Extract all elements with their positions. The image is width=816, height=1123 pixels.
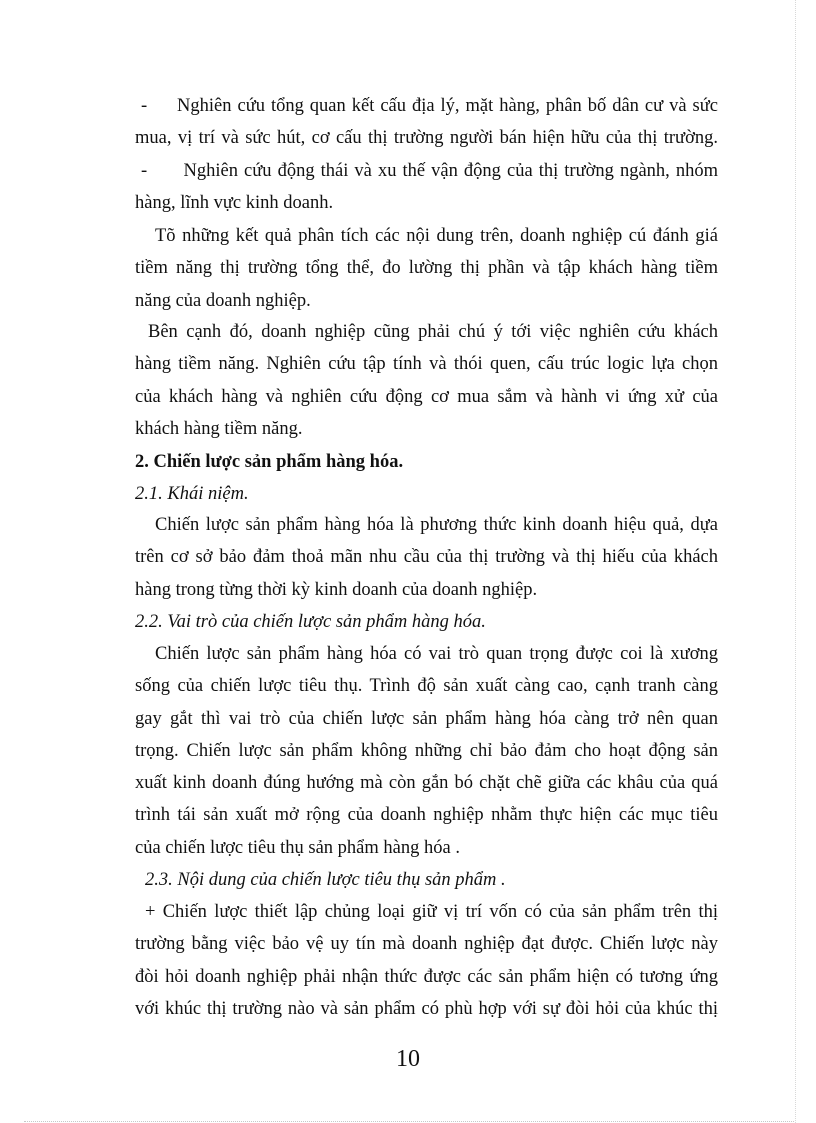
- paragraph-line: hàng trong từng thời kỳ kinh doanh của doanh nghiệp.: [135, 579, 538, 600]
- paragraph-line: khách hàng tiềm năng.: [135, 418, 303, 439]
- bullet-item-2: [135, 155, 718, 220]
- paragraph-line: Chiến lược sản phẩm hàng hóa có vai trò quan trọng được coi là xương: [155, 644, 718, 664]
- bullet-1-line-1: - Nghiên cứu tổng quan kết cấu địa lý, mặt hàng, phân bố dân cư và sức: [141, 96, 718, 116]
- bullet-dash: -: [141, 161, 148, 181]
- paragraph-line: xuất kinh doanh đúng hướng mà còn gắn bó chặt chẽ giữa các khâu của quá: [135, 773, 718, 794]
- paragraph-line: với khúc thị trường nào và sản phẩm có phù hợp với sự đòi hỏi của khúc thị: [135, 998, 718, 1019]
- paragraph-line: Chiến lược sản phẩm hàng hóa là phương thức kinh doanh hiệu quả, dựa: [155, 515, 718, 535]
- bullet-1-line-2: mua, vị trí và sức hút, cơ cấu thị trường người bán hiện hữu của thị trường.: [135, 128, 718, 149]
- page-bottom-border: [24, 1121, 794, 1122]
- paragraph-line: Tõ những kết quả phân tích các nội dung trên, doanh nghiệp cú đánh giá: [155, 226, 718, 246]
- paragraph-line: trình tái sản xuất mở rộng của doanh nghiệp nhằm thực hiện các mục tiêu: [135, 805, 718, 826]
- bullet-2-line-1: - Nghiên cứu động thái và xu thế vận động của thị trường ngành, nhóm: [141, 161, 718, 181]
- paragraph-line: trên cơ sở bảo đảm thoả mãn nhu cầu của thị trường và thị hiếu của khách: [135, 547, 718, 568]
- paragraph-2: [135, 316, 718, 445]
- paragraph-line: của chiến lược tiêu thụ sản phẩm hàng hóa .: [135, 837, 460, 858]
- page-number: 10: [396, 1046, 420, 1072]
- paragraph-5: [135, 896, 718, 1025]
- paragraph-line: Bên cạnh đó, doanh nghiệp cũng phải chú ý tới việc nghiên cứu khách: [148, 322, 718, 342]
- paragraph-line: gay gắt thì vai trò của chiến lược sản phẩm hàng hóa càng trở nên quan: [135, 708, 718, 729]
- subsection-heading-2-1: 2.1. Khái niệm.: [135, 484, 249, 504]
- paragraph-line: hàng tiềm năng. Nghiên cứu tập tính và thói quen, cấu trúc logic lựa chọn: [135, 354, 718, 375]
- paragraph-line: trường bằng việc bảo vệ uy tín mà doanh nghiệp đạt được. Chiến lược này: [135, 934, 718, 955]
- paragraph-line: sống của chiến lược tiêu thụ. Trình độ sản xuất càng cao, cạnh tranh càng: [135, 676, 718, 697]
- paragraph-1: [135, 220, 718, 317]
- paragraph-line: năng của doanh nghiệp.: [135, 290, 311, 311]
- subsection-heading-2-2: 2.2. Vai trò của chiến lược sản phẩm hàng hóa.: [135, 612, 486, 632]
- paragraph-4: [135, 638, 718, 864]
- paragraph-line: trọng. Chiến lược sản phẩm không những chỉ bảo đảm cho hoạt động sản: [135, 740, 718, 761]
- page-right-border: [795, 0, 796, 1123]
- subsection-heading-2-3: 2.3. Nội dung của chiến lược tiêu thụ sản phẩm .: [145, 870, 506, 890]
- section-heading: 2. Chiến lược sản phẩm hàng hóa.: [135, 452, 404, 472]
- bullet-2-line-2: hàng, lĩnh vực kinh doanh.: [135, 193, 334, 214]
- paragraph-line: đòi hỏi doanh nghiệp phải nhận thức được các sản phẩm hiện có tương ứng: [135, 966, 718, 987]
- paragraph-line: của khách hàng và nghiên cứu động cơ mua sắm và hành vi ứng xử của: [135, 386, 718, 407]
- bullet-item-1: [135, 90, 718, 155]
- bullet-dash: -: [141, 96, 148, 116]
- paragraph-line: + Chiến lược thiết lập chủng loại giữ vị trí vốn có của sản phẩm trên thị: [145, 902, 718, 922]
- paragraph-line: tiềm năng thị trường tổng thể, đo lường thị phần và tập khách hàng tiềm: [135, 258, 718, 279]
- paragraph-3: [135, 509, 718, 606]
